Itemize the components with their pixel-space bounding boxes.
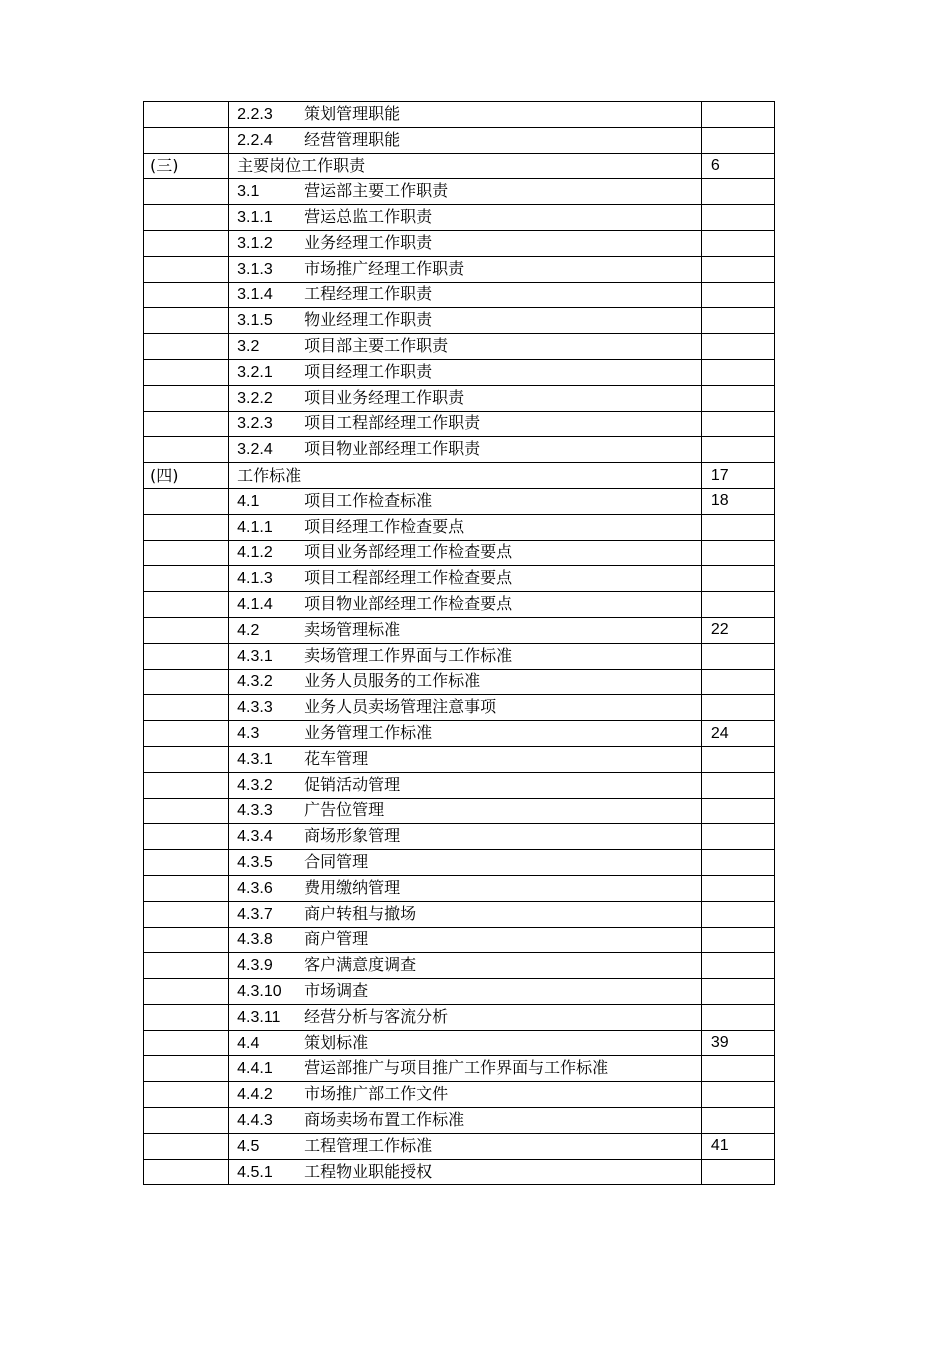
toc-row [144, 359, 775, 385]
toc-row [144, 772, 775, 798]
toc-row [144, 1082, 775, 1108]
toc-section-number: 4.3.1 [237, 750, 273, 768]
toc-section-number: 3.2.4 [237, 441, 273, 459]
toc-section-number: 3.2.2 [237, 389, 273, 407]
toc-page-cell [701, 566, 774, 592]
toc-chapter-cell [144, 308, 229, 334]
toc-title-cell [229, 230, 702, 256]
toc-title-cell [229, 359, 702, 385]
toc-page-cell [701, 824, 774, 850]
toc-section-number: 3.1 [237, 183, 260, 201]
toc-section-title: 主要岗位工作职责 [237, 155, 366, 175]
toc-chapter-cell [144, 1056, 229, 1082]
toc-chapter-cell [144, 901, 229, 927]
toc-title-cell [229, 721, 702, 747]
toc-row [144, 643, 775, 669]
toc-section-title: 项目经理工作检查要点 [304, 516, 465, 536]
toc-page-cell [701, 179, 774, 205]
toc-title-cell [229, 953, 702, 979]
toc-section-number: 4.1.2 [237, 544, 273, 562]
toc-row [144, 411, 775, 437]
toc-chapter-cell [144, 669, 229, 695]
toc-section-title: 物业经理工作职责 [304, 310, 433, 330]
toc-section-number: 4.3.6 [237, 879, 273, 897]
toc-chapter-cell [144, 927, 229, 953]
toc-row [144, 669, 775, 695]
toc-title-cell [229, 514, 702, 540]
toc-row [144, 488, 775, 514]
toc-section-number: 4.3.3 [237, 699, 273, 717]
toc-title-cell [229, 643, 702, 669]
toc-title-cell [229, 205, 702, 231]
toc-row [144, 746, 775, 772]
toc-row [144, 205, 775, 231]
toc-chapter-cell [144, 488, 229, 514]
toc-section-number: 3.2 [237, 338, 260, 356]
toc-row [144, 592, 775, 618]
toc-title-cell [229, 669, 702, 695]
toc-section-title: 营运部主要工作职责 [304, 181, 449, 201]
toc-section-number: 4.3.5 [237, 854, 273, 871]
toc-page-cell: 39 [701, 1030, 774, 1056]
toc-section-title: 经营管理职能 [304, 129, 401, 149]
toc-row [144, 824, 775, 850]
toc-row [144, 179, 775, 205]
toc-section-title: 项目经理工作职责 [304, 361, 433, 381]
toc-page-cell [701, 592, 774, 618]
toc-page-cell: 6 [701, 153, 774, 179]
toc-page-cell [701, 282, 774, 308]
toc-title-cell [229, 1133, 702, 1159]
toc-row [144, 979, 775, 1005]
toc-chapter-cell [144, 385, 229, 411]
toc-section-title: 业务经理工作职责 [304, 232, 433, 252]
toc-section-title: 业务人员卖场管理注意事项 [304, 697, 497, 717]
toc-section-number: 4.3.11 [237, 1008, 281, 1026]
toc-row [144, 334, 775, 360]
toc-chapter-cell [144, 1108, 229, 1134]
toc-title-cell [229, 308, 702, 334]
toc-chapter-cell [144, 282, 229, 308]
toc-chapter-cell [144, 230, 229, 256]
toc-row [144, 256, 775, 282]
toc-section-number: 4.3.2 [237, 776, 273, 794]
toc-page-cell: 17 [701, 463, 774, 489]
toc-title-cell [229, 798, 702, 824]
toc-chapter-cell [144, 824, 229, 850]
toc-chapter-cell [144, 540, 229, 566]
toc-page-cell [701, 1159, 774, 1185]
toc-chapter-cell [144, 1159, 229, 1185]
toc-title-cell [229, 127, 702, 153]
toc-title-cell [229, 901, 702, 927]
toc-section-title: 商场卖场布置工作标准 [304, 1109, 465, 1129]
toc-page-cell [701, 850, 774, 876]
toc-row [144, 282, 775, 308]
toc-section-number: 3.1.3 [237, 260, 273, 278]
toc-section-number: 2.2.4 [237, 131, 273, 149]
toc-chapter-cell [144, 566, 229, 592]
toc-section-title: 广告位管理 [304, 800, 385, 820]
toc-page-cell [701, 385, 774, 411]
toc-chapter-cell [144, 102, 229, 128]
toc-section-title: 工程管理工作标准 [304, 1135, 433, 1155]
toc-title-cell [229, 102, 702, 128]
toc-section-title: 工程物业职能授权 [304, 1161, 433, 1181]
toc-chapter-cell [144, 411, 229, 437]
toc-section-title: 经营分析与客流分析 [304, 1006, 449, 1026]
toc-section-number: 3.1.5 [237, 312, 273, 330]
toc-row [144, 463, 775, 489]
toc-chapter-cell [144, 437, 229, 463]
toc-row [144, 617, 775, 643]
toc-page-cell [701, 514, 774, 540]
toc-section-title: 促销活动管理 [304, 774, 401, 794]
toc-title-cell [229, 1030, 702, 1056]
toc-row [144, 721, 775, 747]
toc-page-cell [701, 1004, 774, 1030]
toc-page-cell [701, 1108, 774, 1134]
toc-title-cell [229, 385, 702, 411]
toc-page-cell [701, 798, 774, 824]
toc-section-number: 4.4 [237, 1034, 260, 1052]
toc-section-number: 4.4.1 [237, 1060, 273, 1078]
toc-chapter-cell [144, 1133, 229, 1159]
toc-section-number: 4.4.3 [237, 1111, 273, 1129]
toc-section-title: 工程经理工作职责 [304, 284, 433, 304]
toc-title-cell [229, 875, 702, 901]
toc-title-cell [229, 1056, 702, 1082]
toc-chapter-cell [144, 746, 229, 772]
toc-section-title: 客户满意度调查 [304, 955, 417, 975]
toc-chapter-cell [144, 617, 229, 643]
toc-page-cell [701, 643, 774, 669]
toc-page-cell [701, 308, 774, 334]
toc-title-cell [229, 566, 702, 592]
toc-title-cell [229, 488, 702, 514]
toc-section-title: 项目物业部经理工作检查要点 [304, 594, 513, 614]
toc-chapter-cell [144, 514, 229, 540]
toc-title-cell [229, 540, 702, 566]
toc-row [144, 1030, 775, 1056]
toc-page-cell [701, 256, 774, 282]
toc-title-cell [229, 179, 702, 205]
toc-section-title: 工作标准 [237, 465, 302, 485]
toc-row [144, 153, 775, 179]
toc-page-cell [701, 1082, 774, 1108]
toc-chapter-cell [144, 850, 229, 876]
toc-page-cell: 24 [701, 721, 774, 747]
toc-chapter-cell [144, 1082, 229, 1108]
toc-title-cell [229, 824, 702, 850]
toc-page-cell [701, 359, 774, 385]
toc-page-cell [701, 746, 774, 772]
toc-section-number: 4.5.1 [237, 1163, 273, 1181]
toc-row [144, 540, 775, 566]
toc-row [144, 514, 775, 540]
toc-page-cell: 22 [701, 617, 774, 643]
toc-section-number: 4.3.2 [237, 673, 273, 691]
toc-page-cell [701, 205, 774, 231]
toc-row [144, 1056, 775, 1082]
toc-page-cell [701, 901, 774, 927]
toc-title-cell [229, 927, 702, 953]
toc-row [144, 1108, 775, 1134]
toc-section-title: 策划管理职能 [304, 103, 401, 123]
toc-page-cell [701, 1056, 774, 1082]
toc-title-cell [229, 437, 702, 463]
toc-table [143, 101, 775, 1185]
toc-title-cell [229, 411, 702, 437]
toc-section-title: 市场推广部工作文件 [304, 1084, 449, 1104]
toc-title-cell [229, 617, 702, 643]
toc-row [144, 437, 775, 463]
toc-chapter-cell [144, 953, 229, 979]
toc-row [144, 230, 775, 256]
toc-title-cell [229, 592, 702, 618]
toc-page-cell: 41 [701, 1133, 774, 1159]
toc-row [144, 875, 775, 901]
toc-page-cell [701, 230, 774, 256]
toc-title-cell [229, 1159, 702, 1185]
toc-section-title: 策划标准 [304, 1032, 369, 1052]
toc-section-number: 3.1.1 [237, 209, 273, 227]
toc-row [144, 308, 775, 334]
toc-row [144, 798, 775, 824]
toc-section-title: 商户转租与撤场 [304, 903, 417, 923]
toc-page-cell: 18 [701, 488, 774, 514]
toc-section-number: 4.4.2 [237, 1086, 273, 1104]
toc-chapter-cell [144, 772, 229, 798]
toc-section-title: 业务管理工作标准 [304, 723, 433, 743]
toc-section-number: 3.1.4 [237, 286, 273, 304]
toc-section-title: 项目工作检查标准 [304, 490, 433, 510]
toc-section-number: 4.3 [237, 725, 260, 743]
toc-chapter-cell [144, 643, 229, 669]
toc-chapter-cell [144, 127, 229, 153]
toc-title-cell [229, 772, 702, 798]
toc-section-title: 合同管理 [304, 852, 369, 871]
toc-chapter-cell [144, 179, 229, 205]
toc-title-cell [229, 1004, 702, 1030]
toc-chapter-cell [144, 334, 229, 360]
toc-section-title: 花车管理 [304, 748, 369, 768]
toc-page-cell [701, 772, 774, 798]
toc-row [144, 102, 775, 128]
toc-section-number: 2.2.3 [237, 105, 273, 123]
toc-section-number: 4.3.3 [237, 802, 273, 820]
toc-section-title: 项目物业部经理工作职责 [304, 439, 481, 459]
toc-title-cell [229, 979, 702, 1005]
toc-row [144, 850, 775, 876]
toc-chapter-cell [144, 592, 229, 618]
toc-chapter-cell: (三) [144, 153, 229, 179]
toc-section-title: 营运部推广与项目推广工作界面与工作标准 [304, 1058, 609, 1078]
toc-page-cell [701, 102, 774, 128]
toc-page-cell [701, 953, 774, 979]
toc-title-cell [229, 153, 702, 179]
toc-page-cell [701, 540, 774, 566]
toc-row [144, 1159, 775, 1185]
toc-section-number: 4.3.8 [237, 931, 273, 949]
toc-section-number: 4.2 [237, 621, 260, 639]
toc-chapter-cell: (四) [144, 463, 229, 489]
toc-section-number: 4.3.4 [237, 828, 273, 846]
toc-section-number: 4.1.3 [237, 570, 273, 588]
toc-page-cell [701, 669, 774, 695]
toc-section-title: 商户管理 [304, 929, 369, 949]
toc-section-title: 营运总监工作职责 [304, 207, 433, 227]
toc-title-cell [229, 746, 702, 772]
toc-section-number: 4.5 [237, 1137, 260, 1155]
toc-chapter-cell [144, 359, 229, 385]
toc-row [144, 566, 775, 592]
toc-chapter-cell [144, 1004, 229, 1030]
toc-section-number: 3.2.1 [237, 363, 273, 381]
toc-chapter-cell [144, 875, 229, 901]
toc-section-title: 商场形象管理 [304, 826, 401, 846]
toc-row [144, 385, 775, 411]
toc-section-title: 卖场管理标准 [304, 619, 401, 639]
toc-page-cell [701, 334, 774, 360]
toc-row [144, 953, 775, 979]
toc-section-number: 4.3.7 [237, 905, 273, 923]
toc-title-cell [229, 695, 702, 721]
toc-page-cell [701, 437, 774, 463]
toc-chapter-cell [144, 1030, 229, 1056]
toc-section-title: 市场推广经理工作职责 [304, 258, 465, 278]
toc-section-title: 项目部主要工作职责 [304, 336, 449, 356]
toc-section-number: 3.2.3 [237, 415, 273, 433]
toc-page-cell [701, 695, 774, 721]
toc-section-number: 4.3.1 [237, 647, 273, 665]
toc-title-cell [229, 463, 702, 489]
toc-section-title: 费用缴纳管理 [304, 877, 401, 897]
toc-section-number: 4.3.9 [237, 957, 273, 975]
toc-chapter-cell [144, 205, 229, 231]
toc-section-number: 3.1.2 [237, 234, 273, 252]
toc-section-title: 卖场管理工作界面与工作标准 [304, 645, 513, 665]
toc-row [144, 1133, 775, 1159]
toc-chapter-cell [144, 721, 229, 747]
toc-row [144, 927, 775, 953]
toc-title-cell [229, 282, 702, 308]
toc-chapter-cell [144, 798, 229, 824]
toc-page-cell [701, 927, 774, 953]
toc-section-title: 项目工程部经理工作检查要点 [304, 568, 513, 588]
toc-chapter-cell [144, 256, 229, 282]
toc-section-title: 业务人员服务的工作标准 [304, 671, 481, 691]
toc-section-number: 4.1.1 [237, 518, 273, 536]
toc-page-cell [701, 875, 774, 901]
toc-section-title: 项目业务部经理工作检查要点 [304, 542, 513, 562]
toc-row [144, 127, 775, 153]
toc-page-cell [701, 979, 774, 1005]
toc-chapter-cell [144, 695, 229, 721]
toc-section-number: 4.1.4 [237, 596, 273, 614]
toc-section-title: 项目业务经理工作职责 [304, 387, 465, 407]
toc-page-cell [701, 411, 774, 437]
toc-section-number: 4.1 [237, 492, 260, 510]
toc-chapter-cell [144, 979, 229, 1005]
toc-title-cell [229, 256, 702, 282]
toc-title-cell [229, 334, 702, 360]
toc-title-cell [229, 1082, 702, 1108]
toc-row [144, 695, 775, 721]
toc-title-cell [229, 850, 702, 876]
toc-section-title: 项目工程部经理工作职责 [304, 413, 481, 433]
toc-row [144, 1004, 775, 1030]
toc-title-cell [229, 1108, 702, 1134]
toc-page-cell [701, 127, 774, 153]
toc-body [144, 102, 775, 1185]
toc-row [144, 901, 775, 927]
toc-section-number: 4.3.10 [237, 982, 282, 1000]
toc-section-title: 市场调查 [304, 980, 369, 1000]
